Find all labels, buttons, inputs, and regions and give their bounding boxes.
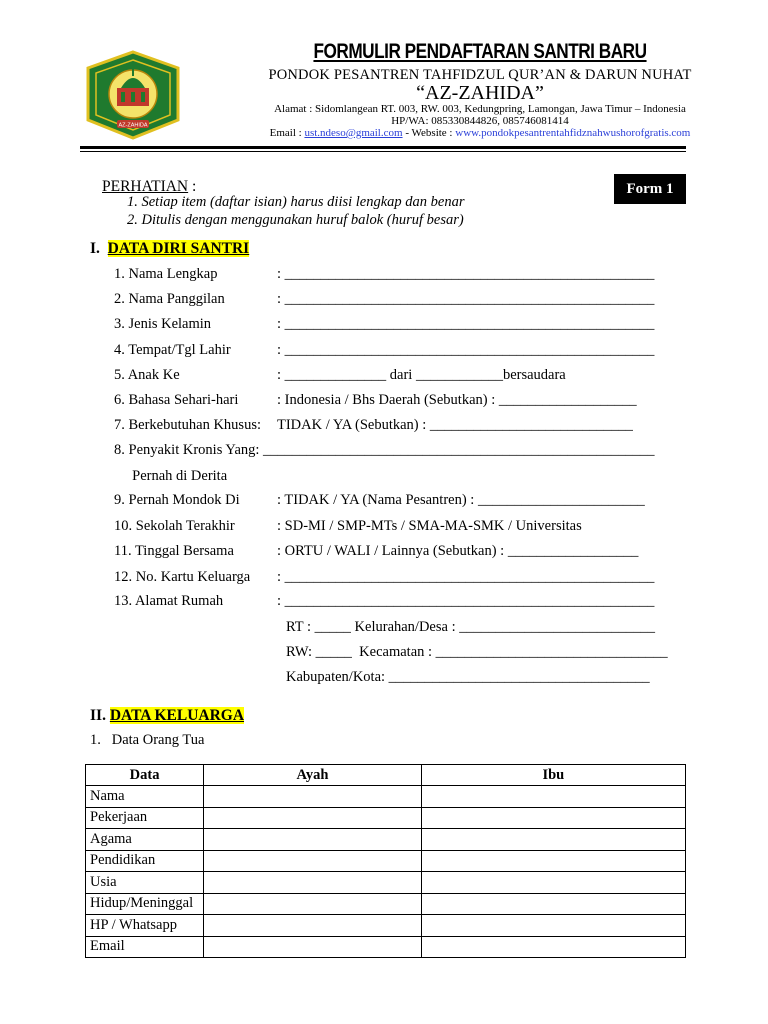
table-row (86, 807, 686, 829)
row-label: Pekerjaan (86, 807, 204, 829)
cell-ayah[interactable] (204, 936, 422, 958)
website-link[interactable]: www.pondokpesantrentahfidznahwushorofgratis.com (455, 127, 691, 139)
school-name: “AZ-ZAHIDA” (416, 82, 544, 104)
address-line: Alamat : Sidomlangean RT. 003, RW. 003, Kedungpring, Lamongan, Jawa Timur – Indonesia (274, 103, 686, 115)
field-jenis-kelamin[interactable]: : ___________________________________________________ (277, 316, 655, 332)
cell-ibu[interactable] (421, 786, 685, 808)
form-number-badge: Form 1 (614, 174, 686, 204)
cell-ibu[interactable] (421, 936, 685, 958)
cell-ayah[interactable] (204, 786, 422, 808)
field-label-nama-panggilan: 2. Nama Panggilan (114, 291, 225, 307)
contact-line (195, 127, 765, 139)
table-header-row (86, 765, 686, 786)
field-label-tinggal-bersama: 11. Tinggal Bersama (114, 543, 234, 559)
field-label-jenis-kelamin: 3. Jenis Kelamin (114, 316, 212, 332)
header-divider-thin (80, 151, 686, 152)
field-nama-panggilan[interactable]: : ___________________________________________________ (277, 291, 655, 307)
notice-item-2: 2. Ditulis dengan menggunakan huruf balok (huruf besar) (127, 212, 464, 228)
field-pernah-mondok[interactable]: : TIDAK / YA (Nama Pesantren) : _______________________ (277, 492, 645, 508)
field-label-sekolah-terakhir: 10. Sekolah Terakhir (114, 518, 235, 534)
field-kartu-keluarga[interactable]: : ___________________________________________________ (277, 569, 655, 585)
field-tempat-tgl-lahir[interactable]: : ___________________________________________________ (277, 342, 655, 358)
table-header-data: Data (86, 765, 204, 786)
field-label-anak-ke: 5. Anak Ke (114, 367, 180, 383)
cell-ibu[interactable] (421, 850, 685, 872)
phone-line: HP/WA: 085330844826, 085746081414 (391, 115, 569, 127)
cell-ayah[interactable] (204, 893, 422, 915)
field-label-alamat-rumah: 13. Alamat Rumah (114, 593, 224, 609)
cell-ibu[interactable] (421, 829, 685, 851)
logo-text: AZ-ZAHIDA (118, 122, 148, 129)
notice-title: PERHATIAN (102, 178, 189, 195)
field-label-pernah-di-derita: Pernah di Derita (114, 468, 228, 484)
cell-ayah[interactable] (204, 829, 422, 851)
field-sekolah-terakhir[interactable]: : SD-MI / SMP-MTs / SMA-MA-SMK / Universitas (277, 518, 582, 534)
row-label: HP / Whatsapp (86, 915, 204, 937)
notice-item-1: 1. Setiap item (daftar isian) harus diisi lengkap dan benar (127, 194, 465, 210)
table-header-ibu: Ibu (421, 765, 685, 786)
cell-ibu[interactable] (421, 893, 685, 915)
field-alamat-rumah[interactable]: : ___________________________________________________ (277, 593, 655, 609)
field-bahasa[interactable]: : Indonesia / Bhs Daerah (Sebutkan) : ___________________ (277, 392, 637, 408)
field-label-pernah-mondok: 9. Pernah Mondok Di (114, 492, 240, 508)
field-label-berkebutuhan-khusus: 7. Berkebutuhan Khusus: (114, 417, 261, 433)
email-link[interactable]: ust.ndeso@gmail.com (304, 127, 403, 139)
section-2-title: DATA KELUARGA (109, 707, 245, 724)
field-nama-lengkap[interactable]: : ___________________________________________________ (277, 266, 655, 282)
table-row (86, 893, 686, 915)
table-row (86, 850, 686, 872)
field-kabupaten-kota[interactable]: Kabupaten/Kota: ____________________________________ (286, 669, 650, 685)
header-divider-thick (80, 146, 686, 149)
family-subtitle: 1. Data Orang Tua (90, 732, 205, 748)
table-row (86, 872, 686, 894)
cell-ayah[interactable] (204, 807, 422, 829)
field-rt-kelurahan[interactable]: RT : _____ Kelurahan/Desa : ___________________________ (286, 619, 655, 635)
field-label-kartu-keluarga: 12. No. Kartu Keluarga (114, 569, 251, 585)
field-tinggal-bersama[interactable]: : ORTU / WALI / Lainnya (Sebutkan) : __________________ (277, 543, 639, 559)
table-row (86, 829, 686, 851)
field-label-bahasa: 6. Bahasa Sehari-hari (114, 392, 239, 408)
notice-colon: : (188, 178, 197, 195)
section-2-number: II. (90, 707, 106, 724)
form-title: FORMULIR PENDAFTARAN SANTRI BARU (313, 40, 647, 63)
cell-ibu[interactable] (421, 915, 685, 937)
row-label: Email (86, 936, 204, 958)
cell-ayah[interactable] (204, 850, 422, 872)
row-label: Hidup/Meninggal (86, 893, 204, 915)
field-anak-ke[interactable]: : ______________ dari ____________bersaudara (277, 367, 566, 383)
table-row (86, 936, 686, 958)
section-1-number: I. (90, 240, 100, 257)
table-row (86, 786, 686, 808)
institution-name: PONDOK PESANTREN TAHFIDZUL QUR’AN & DARUN NUHAT (268, 67, 692, 83)
field-berkebutuhan-khusus[interactable]: TIDAK / YA (Sebutkan) : ____________________________ (277, 417, 633, 433)
parent-data-table (85, 764, 686, 958)
section-1-title: DATA DIRI SANTRI (107, 240, 250, 257)
table-header-ayah: Ayah (204, 765, 422, 786)
row-label: Agama (86, 829, 204, 851)
row-label: Nama (86, 786, 204, 808)
field-label-nama-lengkap: 1. Nama Lengkap (114, 266, 218, 282)
row-label: Usia (86, 872, 204, 894)
website-label: - Website : (402, 127, 456, 139)
school-logo (81, 50, 185, 140)
field-label-tempat-tgl-lahir: 4. Tempat/Tgl Lahir (114, 342, 231, 358)
row-label: Pendidikan (86, 850, 204, 872)
section-2-heading (90, 707, 244, 725)
email-label: Email : (269, 127, 305, 139)
cell-ayah[interactable] (204, 915, 422, 937)
cell-ibu[interactable] (421, 807, 685, 829)
cell-ibu[interactable] (421, 872, 685, 894)
section-1-heading (90, 240, 249, 258)
field-penyakit-kronis[interactable]: 8. Penyakit Kronis Yang: ______________________________________________________ (114, 442, 655, 458)
table-row (86, 915, 686, 937)
field-rw-kecamatan[interactable]: RW: _____ Kecamatan : ________________________________ (286, 644, 668, 660)
cell-ayah[interactable] (204, 872, 422, 894)
